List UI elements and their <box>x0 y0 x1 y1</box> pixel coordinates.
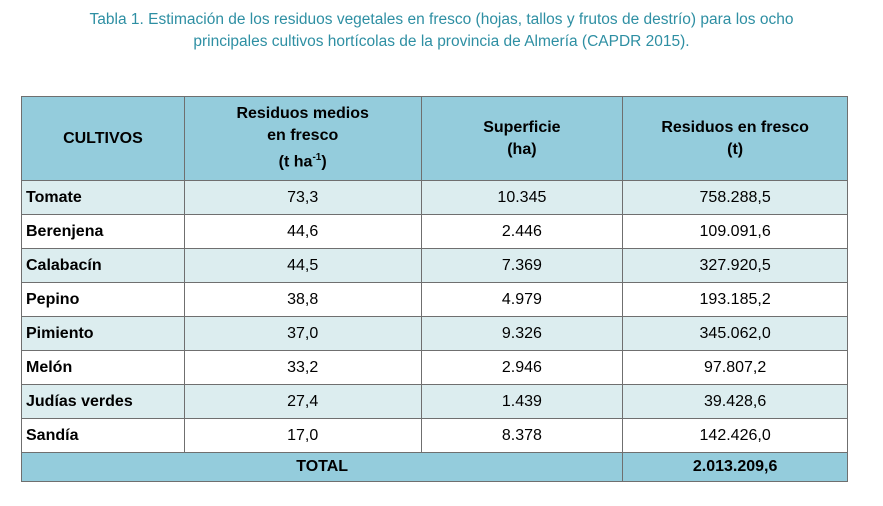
mean-cell: 33,2 <box>184 351 421 385</box>
header-residues-total-line1: Residuos en fresco <box>661 118 809 136</box>
surface-cell: 2.946 <box>421 351 623 385</box>
header-crops: CULTIVOS <box>22 97 185 181</box>
header-surface-line2: (ha) <box>507 140 537 158</box>
header-residues-total <box>623 97 848 181</box>
crop-cell: Berenjena <box>22 215 185 249</box>
surface-cell: 1.439 <box>421 385 623 419</box>
header-residues-total-line2: (t) <box>727 140 744 158</box>
table-row <box>22 317 848 351</box>
unit-exponent: -1 <box>312 152 322 164</box>
header-surface-line1: Superficie <box>483 118 561 136</box>
total-row <box>22 453 848 482</box>
residues-cell: 327.920,5 <box>623 249 848 283</box>
unit-suffix: ) <box>321 153 327 171</box>
residues-cell: 97.807,2 <box>623 351 848 385</box>
residues-cell: 758.288,5 <box>623 181 848 215</box>
mean-cell: 27,4 <box>184 385 421 419</box>
table-row <box>22 249 848 283</box>
surface-cell: 2.446 <box>421 215 623 249</box>
total-label: TOTAL <box>22 453 623 482</box>
surface-cell: 4.979 <box>421 283 623 317</box>
surface-cell: 10.345 <box>421 181 623 215</box>
crop-cell: Sandía <box>22 419 185 453</box>
total-value: 2.013.209,6 <box>623 453 848 482</box>
caption-line-2: principales cultivos hortícolas de la provincia de Almería (CAPDR 2015). <box>193 33 690 50</box>
residues-cell: 345.062,0 <box>623 317 848 351</box>
header-residues-mean-line1: Residuos medios <box>236 105 369 123</box>
crop-cell: Pepino <box>22 283 185 317</box>
table-row <box>22 385 848 419</box>
table-row <box>22 215 848 249</box>
header-row <box>22 97 848 181</box>
table-row <box>22 283 848 317</box>
crop-cell: Pimiento <box>22 317 185 351</box>
header-residues-mean-unit <box>191 147 415 173</box>
table-row <box>22 351 848 385</box>
residues-table <box>21 96 848 482</box>
crop-cell: Judías verdes <box>22 385 185 419</box>
surface-cell: 8.378 <box>421 419 623 453</box>
crop-cell: Melón <box>22 351 185 385</box>
mean-cell: 17,0 <box>184 419 421 453</box>
table-caption <box>20 9 863 53</box>
unit-prefix: (t ha <box>278 153 313 171</box>
table-row <box>22 419 848 453</box>
surface-cell: 7.369 <box>421 249 623 283</box>
header-residues-mean <box>184 97 421 181</box>
crop-cell: Tomate <box>22 181 185 215</box>
table-row <box>22 181 848 215</box>
mean-cell: 73,3 <box>184 181 421 215</box>
header-residues-mean-line2: en fresco <box>267 127 339 145</box>
surface-cell: 9.326 <box>421 317 623 351</box>
mean-cell: 38,8 <box>184 283 421 317</box>
crop-cell: Calabacín <box>22 249 185 283</box>
residues-cell: 109.091,6 <box>623 215 848 249</box>
residues-cell: 39.428,6 <box>623 385 848 419</box>
caption-line-1: Tabla 1. Estimación de los residuos vegetales en fresco (hojas, tallos y frutos de destrío) para los ocho <box>89 11 794 28</box>
mean-cell: 37,0 <box>184 317 421 351</box>
header-surface <box>421 97 623 181</box>
mean-cell: 44,6 <box>184 215 421 249</box>
residues-cell: 193.185,2 <box>623 283 848 317</box>
mean-cell: 44,5 <box>184 249 421 283</box>
residues-cell: 142.426,0 <box>623 419 848 453</box>
